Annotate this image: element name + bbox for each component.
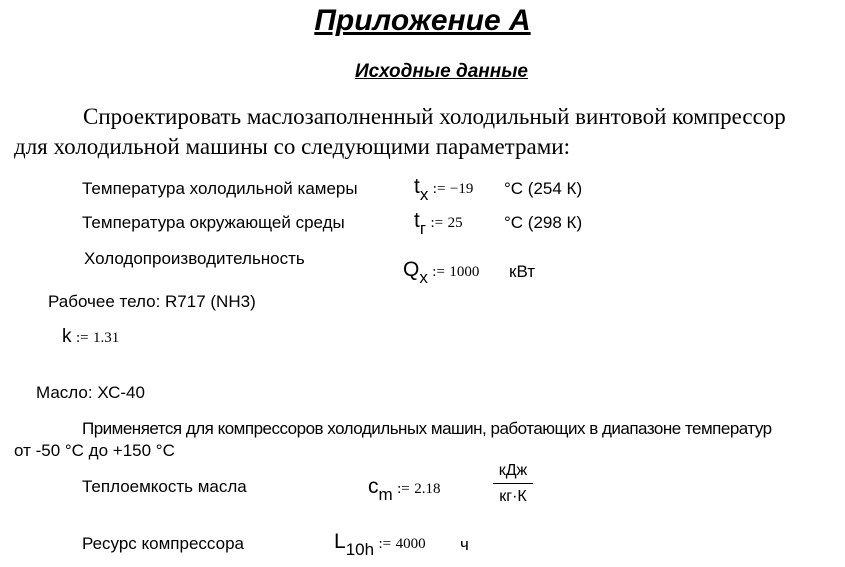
page-title: Приложение А — [314, 4, 531, 37]
param-value: 2.18 — [414, 481, 441, 497]
param-value: 1.31 — [93, 330, 120, 346]
working-fluid: Рабочее тело: R717 (NH3) — [48, 292, 256, 311]
section-subtitle: Исходные данные — [354, 61, 529, 82]
param-unit-ambient: °C (298 К) — [504, 213, 583, 232]
param-value: 4000 — [395, 536, 426, 552]
param-label-heat-capacity: Теплоемкость масла — [82, 477, 247, 496]
param-unit-cold-chamber: °C (254 К) — [504, 179, 583, 198]
unit-denominator: кг·К — [499, 488, 527, 505]
var-symbol: k — [62, 326, 72, 347]
param-unit-resource: ч — [460, 535, 469, 554]
param-label-capacity: Холодопроизводительность — [84, 249, 305, 268]
unit-numerator: кДж — [493, 462, 533, 484]
param-formula-capacity — [403, 258, 480, 287]
assign-operator: := — [397, 481, 410, 497]
var-symbol: t — [414, 209, 420, 232]
var-subscript: x — [419, 268, 428, 287]
oil-usage-line-2: от -50 °C до +150 °C — [14, 441, 175, 460]
assign-operator: := — [432, 181, 446, 197]
param-label-resource: Ресурс компрессора — [82, 534, 244, 553]
assign-operator: := — [430, 215, 444, 231]
param-formula-ambient — [414, 209, 463, 238]
var-subscript: 10h — [345, 540, 375, 559]
var-subscript: m — [378, 485, 393, 504]
oil-usage-line-1: Применяется для компрессоров холодильных машин, работающих в диапазоне температур — [82, 419, 772, 438]
param-value: 1000 — [449, 264, 480, 280]
var-subscript: г — [419, 219, 427, 238]
var-subscript: x — [419, 185, 429, 204]
var-symbol: c — [368, 475, 379, 498]
intro-line-1: Спроектировать маслозаполненный холодильный винтовой компрессор — [83, 104, 786, 129]
assign-operator: := — [75, 330, 89, 346]
param-formula-cold-chamber — [414, 175, 474, 204]
intro-line-2: для холодильной машины со следующими параметрами: — [14, 134, 570, 159]
var-symbol: t — [414, 175, 420, 198]
param-formula-resource — [334, 530, 426, 559]
oil-label: Масло: ХС-40 — [36, 383, 145, 402]
var-symbol: L — [334, 530, 346, 553]
assign-operator: := — [432, 264, 445, 280]
heat-capacity-unit-fraction — [493, 462, 533, 506]
param-formula-heat-capacity — [368, 475, 441, 504]
param-value: −19 — [449, 181, 474, 197]
param-label-ambient: Температура окружающей среды — [82, 213, 345, 232]
assign-operator: := — [378, 536, 392, 552]
var-symbol: Q — [403, 258, 420, 281]
param-value: 25 — [447, 215, 463, 231]
param-label-cold-chamber: Температура холодильной камеры — [82, 179, 358, 198]
k-formula — [62, 326, 119, 348]
param-unit-capacity: кВт — [509, 262, 535, 281]
